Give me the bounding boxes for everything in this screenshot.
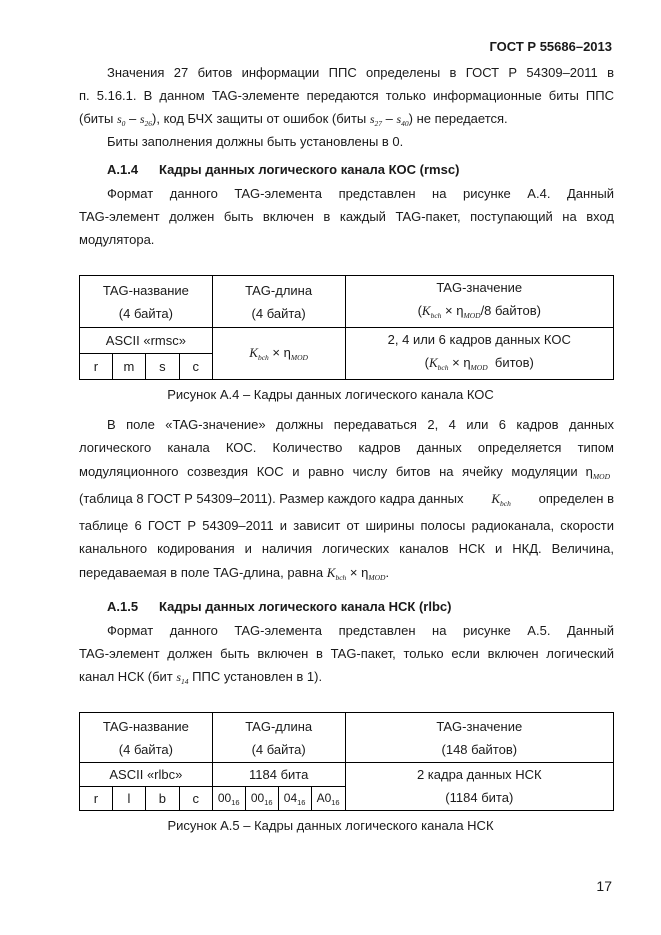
para2-line-1: В поле «TAG-значение» должны передаваться 2, 4 или 6 кадров данных (107, 417, 614, 432)
para2-line-2: логического канала КОС. Количество кадров данных определяется типом (79, 440, 614, 455)
t2-value-header: TAG-значение (148 байтов) (345, 713, 613, 763)
intro-line-2: п. 5.16.1. В данном TAG-элементе передаются только информационные биты ППС (79, 88, 614, 103)
sec1-line-2: TAG-элемент должен быть включен в каждый TAG-пакет, поступающий на вход (79, 209, 614, 224)
section-heading-a14: А.1.4 Кадры данных логического канала КОС (rmsc) (107, 162, 460, 177)
t2-hex-2: $00_{16}$ (245, 787, 278, 811)
t2-char-b: b (145, 787, 179, 811)
t1-char-m: m (112, 354, 145, 380)
intro-line-4: Биты заполнения должны быть установлены в 0. (107, 134, 404, 149)
t2-char-l: l (112, 787, 145, 811)
para2-line-5: таблице 6 ГОСТ Р 54309–2011 и зависит от ширины полосы радиоканала, скорости (79, 518, 614, 533)
page-number: 17 (596, 878, 612, 894)
t2-length-header: TAG-длина (4 байта) (212, 713, 345, 763)
para2-line-3: модуляционного созвездия КОС и равно числу битов на ячейку модуляции $\eta_{MOD}$ (79, 464, 610, 481)
t2-hex-4: $A0_{16}$ (311, 787, 345, 811)
sec1-line-1: Формат данного TAG-элемента представлен на рисунке А.4. Данный (107, 186, 614, 201)
t2-ascii-cell: ASCII «rlbc» (80, 763, 213, 787)
t1-name-header: TAG-название (4 байта) (80, 276, 213, 328)
t2-value-cell: 2 кадра данных НСК (1184 бита) (345, 763, 613, 811)
figure-a5-caption: Рисунок А.5 – Кадры данных логического канала НСК (167, 818, 494, 833)
para2-line-4: (таблица 8 ГОСТ Р 54309–2011). Размер каждого кадра данных $K_{bch}$ определен в (79, 491, 614, 508)
para2-line-7: передаваемая в поле TAG-длина, равна $K_{bch} \times \eta_{MOD}$. (79, 565, 390, 582)
t2-length-cell: 1184 бита (212, 763, 345, 787)
figure-a4-table (79, 275, 614, 380)
t1-length-cell: $K_{bch} \times \eta_{MOD}$ (212, 328, 345, 380)
document-header: ГОСТ Р 55686–2013 (489, 39, 612, 54)
sec1-line-3: модулятора. (79, 232, 155, 247)
intro-line-1: Значения 27 битов информации ППС определены в ГОСТ Р 54309–2011 в (107, 65, 614, 80)
t2-hex-1: $00_{16}$ (212, 787, 245, 811)
t1-char-r: r (80, 354, 113, 380)
t2-char-c: c (179, 787, 212, 811)
intro-line-3: (биты $s_0 - s_{26}$), код БЧХ защиты от ошибок (биты $s_{27} - s_{40}$) не передается. (79, 111, 508, 128)
section-heading-a15: А.1.5 Кадры данных логического канала НСК (rlbc) (107, 599, 452, 614)
figure-a5-table (79, 712, 614, 811)
t2-name-header: TAG-название (4 байта) (80, 713, 213, 763)
t1-char-c: c (179, 354, 212, 380)
t2-hex-3: $04_{16}$ (278, 787, 311, 811)
t1-value-cell: 2, 4 или 6 кадров данных КОС ($K_{bch} \times \eta_{MOD}$ битов) (345, 328, 614, 380)
sec2-line-2: TAG-элемент должен быть включен в TAG-пакет, только если включен логический (79, 646, 614, 661)
figure-a4-caption: Рисунок А.4 – Кадры данных логического канала КОС (167, 387, 494, 402)
t2-char-r: r (80, 787, 113, 811)
t1-ascii-cell: ASCII «rmsc» (80, 328, 213, 354)
t1-char-s: s (145, 354, 179, 380)
sec2-line-3: канал НСК (бит $s_{14}$ ППС установлен в 1). (79, 669, 323, 686)
t1-value-header: TAG-значение ($K_{bch} \times \eta_{MOD}/8$ байтов) (345, 276, 614, 328)
sec2-line-1: Формат данного TAG-элемента представлен на рисунке А.5. Данный (107, 623, 614, 638)
t1-length-header: TAG-длина (4 байта) (212, 276, 345, 328)
para2-line-6: канального кодирования и наличия логических каналов НСК и НКД. Величина, (79, 541, 614, 556)
